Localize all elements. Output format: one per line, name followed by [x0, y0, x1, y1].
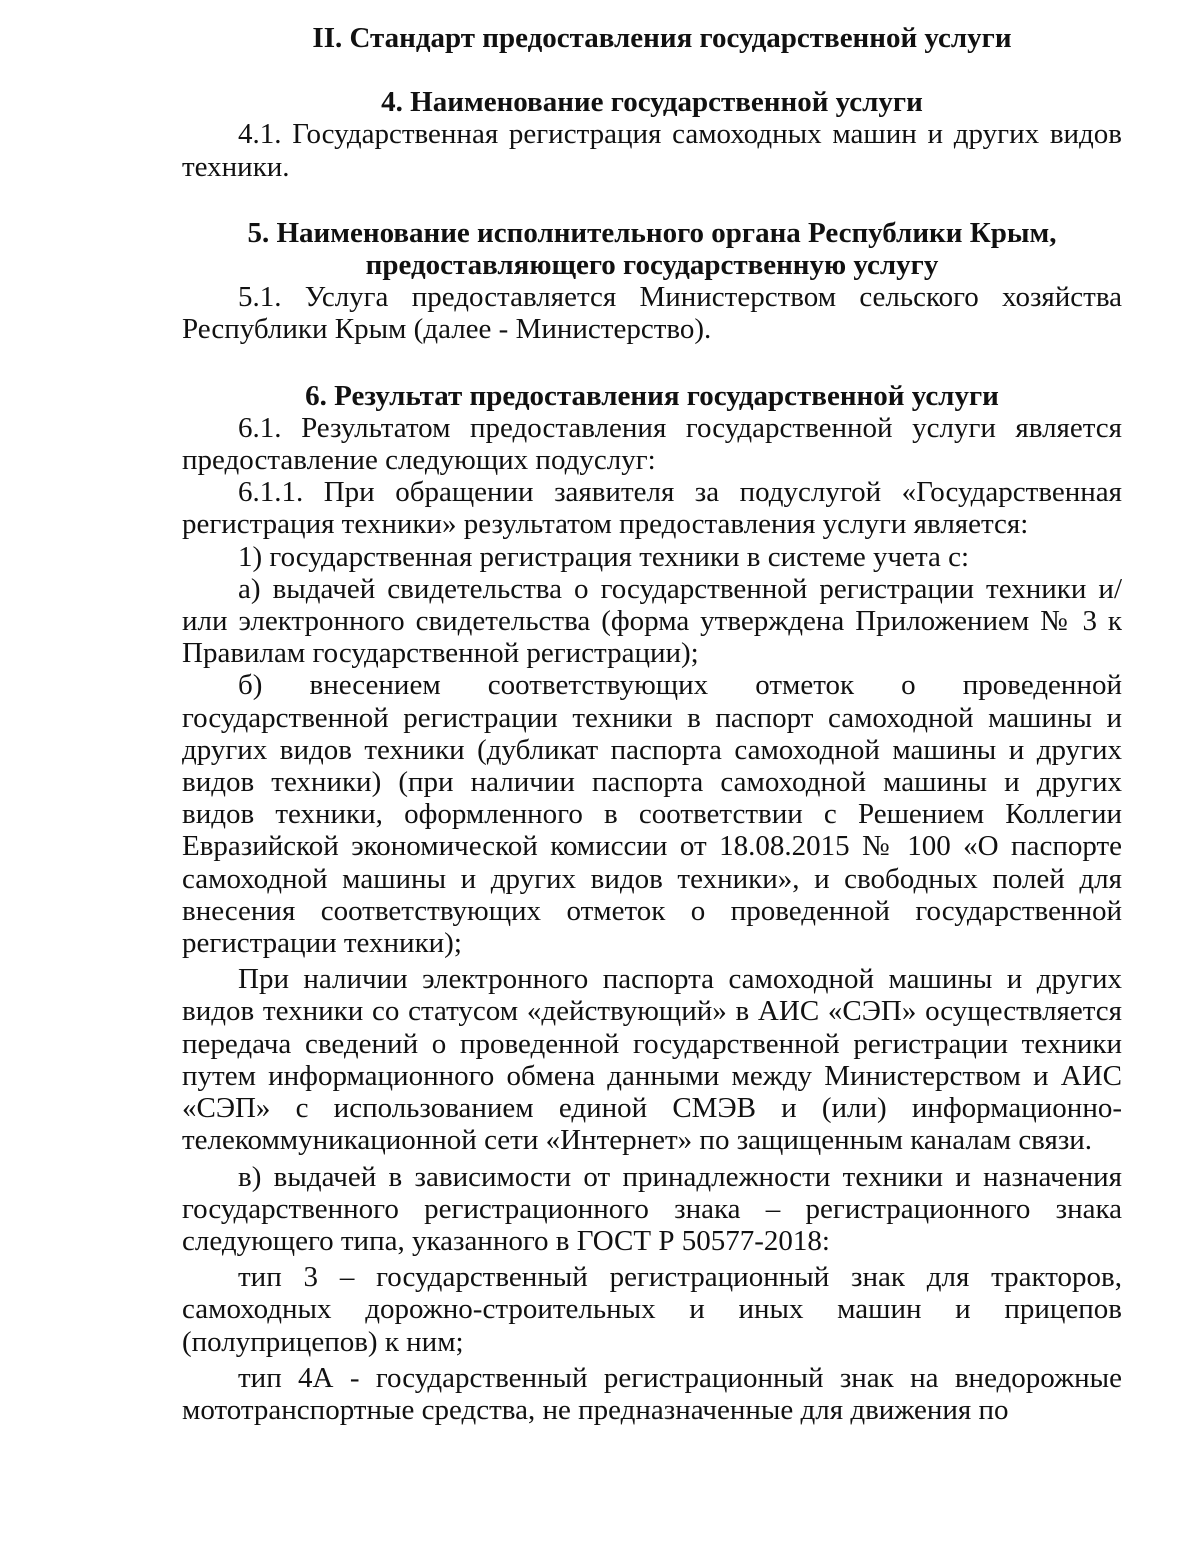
paragraph-type-3: тип 3 – государственный регистрационный знак для тракторов, самоходных дорожно-строительных и иных машин и прицепов (полуприцепов) к ним; [182, 1261, 1122, 1358]
paragraph-item-1: 1) государственная регистрация техники в системе учета с: [238, 540, 970, 573]
document-page [182, 22, 1122, 1426]
paragraph-6-1-1: 6.1.1. При обращении заявителя за подуслугой «Государственная регистрация техники» результатом предоставления услуги является: [182, 476, 1122, 541]
paragraph-electronic-passport: При наличии электронного паспорта самоходной машины и других видов техники со статусом «действующий» в АИС «СЭП» осуществляется передача сведений о проведенной государственной регистрации техники путем информационного обмена данными между Министерством и АИС «СЭП» с использованием единой СМЭВ и (или) информационно-телекоммуникационной сети «Интернет» по защищенным каналам связи. [182, 963, 1122, 1157]
section-5-heading-line1: 5. Наименование исполнительного органа Республики Крым, [247, 216, 1057, 249]
section-5-heading-line2: предоставляющего государственную услугу [365, 249, 939, 282]
paragraph-6-1: 6.1. Результатом предоставления государственной услуги является предоставление следующих подуслуг: [182, 411, 1122, 477]
paragraph-item-v: в) выдачей в зависимости от принадлежности техники и назначения государственного регистрационного знака – регистрационного знака следующего типа, указанного в ГОСТ Р 50577-2018: [182, 1160, 1122, 1257]
document-title: II. Стандарт предоставления государственной услуги [312, 22, 1012, 54]
paragraph-item-a: а) выдачей свидетельства о государственной регистрации техники и/или электронного свидетельства (форма утверждена Приложением № 3 к Правилам государственной регистрации); [182, 572, 1122, 670]
paragraph-type-4a: тип 4А - государственный регистрационный знак на внедорожные мототранспортные средства, не предназначенные для движения по [182, 1361, 1122, 1426]
paragraph-4-1: 4.1. Государственная регистрация самоходных машин и других видов техники. [182, 118, 1122, 183]
paragraph-5-1: 5.1. Услуга предоставляется Министерством сельского хозяйства Республики Крым (далее - Министерство). [182, 281, 1122, 346]
paragraph-item-b: б) внесением соответствующих отметок о проведенной государственной регистрации техники в паспорт самоходной машины и других видов техники (дубликат паспорта самоходной машины и других видов техники) (при наличии паспорта самоходной машины и других видов техники, оформленного в соответствии с Решением Коллегии Евразийской экономической комиссии от 18.08.2015 № 100 «О паспорте самоходной машины и других видов техники», и свободных полей для внесения соответствующих отметок о проведенной государственной регистрации техники); [182, 669, 1122, 960]
section-6-heading: 6. Результат предоставления государственной услуги [305, 379, 999, 412]
section-4-heading: 4. Наименование государственной услуги [381, 86, 923, 119]
